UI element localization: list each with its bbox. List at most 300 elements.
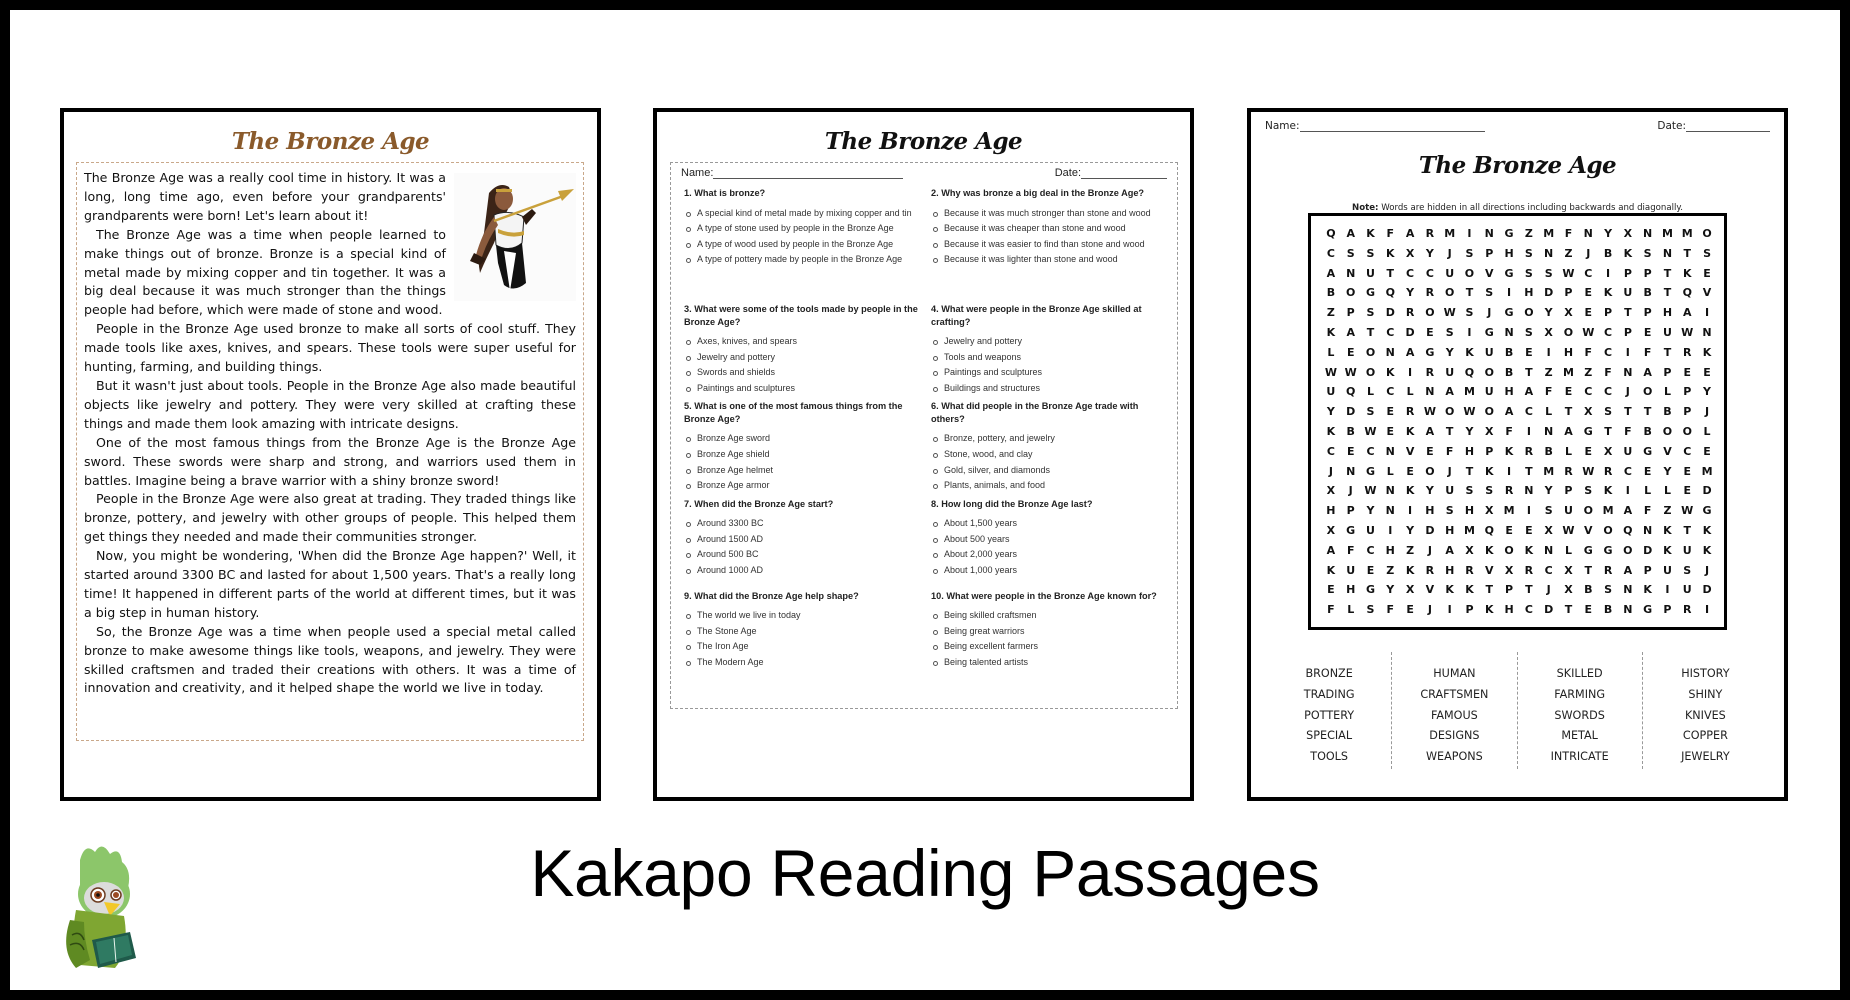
grid-letter[interactable]: I — [1704, 603, 1710, 617]
grid-letter[interactable]: H — [1464, 504, 1475, 518]
grid-letter[interactable]: J — [1586, 246, 1591, 260]
answer-option[interactable]: A special kind of metal made by mixing copper and tin — [684, 206, 920, 222]
grid-letter[interactable]: W — [1582, 325, 1595, 339]
grid-letter[interactable]: B — [1643, 424, 1652, 438]
answer-option[interactable]: Because it was cheaper than stone and wood — [931, 221, 1167, 237]
grid-letter[interactable]: Q — [1484, 523, 1494, 537]
grid-letter[interactable]: S — [1524, 325, 1533, 339]
grid-letter[interactable]: U — [1445, 484, 1455, 498]
grid-letter[interactable]: R — [1504, 484, 1514, 498]
name-field[interactable] — [1265, 120, 1485, 132]
grid-letter[interactable]: L — [1703, 424, 1711, 438]
grid-letter[interactable]: M — [1543, 227, 1555, 240]
grid-letter[interactable]: K — [1663, 543, 1672, 557]
date-field[interactable] — [1055, 167, 1167, 183]
grid-letter[interactable]: W — [1364, 484, 1377, 498]
grid-letter[interactable]: D — [1702, 484, 1712, 498]
grid-letter[interactable]: M — [1464, 523, 1475, 537]
grid-letter[interactable]: R — [1524, 444, 1534, 458]
grid-letter[interactable]: N — [1643, 523, 1653, 537]
grid-letter[interactable]: W — [1562, 266, 1575, 280]
grid-letter[interactable]: E — [1406, 603, 1414, 617]
grid-letter[interactable]: D — [1702, 583, 1712, 597]
grid-letter[interactable]: F — [1564, 227, 1573, 240]
grid-letter[interactable]: E — [1406, 464, 1414, 478]
grid-letter[interactable]: I — [1467, 325, 1472, 339]
grid-letter[interactable]: G — [1643, 444, 1653, 458]
grid-letter[interactable]: D — [1643, 543, 1653, 557]
grid-letter[interactable]: B — [1603, 246, 1613, 260]
answer-option[interactable]: Bronze Age shield — [684, 447, 920, 463]
grid-letter[interactable]: S — [1366, 306, 1375, 320]
grid-letter[interactable]: M — [1503, 504, 1515, 518]
grid-letter[interactable]: J — [1348, 484, 1353, 498]
grid-letter[interactable]: I — [1467, 227, 1472, 240]
grid-letter[interactable]: S — [1703, 246, 1711, 260]
grid-letter[interactable]: E — [1703, 266, 1711, 280]
grid-letter[interactable]: R — [1405, 405, 1415, 419]
grid-letter[interactable]: A — [1623, 504, 1633, 518]
grid-letter[interactable]: X — [1544, 523, 1553, 537]
grid-letter[interactable]: O — [1702, 227, 1712, 240]
answer-option[interactable]: Bronze Age sword — [684, 431, 920, 447]
grid-letter[interactable]: E — [1703, 444, 1711, 458]
grid-letter[interactable]: L — [1327, 345, 1335, 359]
grid-letter[interactable]: B — [1504, 365, 1514, 379]
grid-letter[interactable]: C — [1386, 325, 1395, 339]
grid-letter[interactable]: U — [1682, 583, 1692, 597]
grid-letter[interactable]: G — [1702, 504, 1712, 518]
grid-letter[interactable]: S — [1485, 484, 1494, 498]
grid-letter[interactable]: S — [1465, 484, 1474, 498]
answer-option[interactable]: Being talented artists — [931, 655, 1167, 671]
grid-letter[interactable]: Q — [1346, 385, 1356, 399]
grid-letter[interactable]: O — [1445, 405, 1455, 419]
grid-letter[interactable]: M — [1464, 385, 1475, 399]
grid-letter[interactable]: N — [1346, 266, 1356, 280]
grid-letter[interactable]: K — [1485, 543, 1494, 557]
grid-letter[interactable]: E — [1643, 325, 1652, 339]
grid-letter[interactable]: C — [1524, 603, 1533, 617]
grid-letter[interactable]: W — [1681, 504, 1694, 518]
grid-letter[interactable]: O — [1642, 385, 1653, 399]
grid-letter[interactable]: E — [1525, 345, 1533, 359]
grid-letter[interactable]: S — [1524, 246, 1533, 260]
grid-letter[interactable]: Y — [1366, 504, 1375, 518]
grid-letter[interactable]: Q — [1464, 365, 1475, 379]
grid-letter[interactable]: I — [1507, 286, 1512, 300]
grid-letter[interactable]: G — [1504, 227, 1514, 240]
grid-letter[interactable]: G — [1365, 583, 1375, 597]
grid-letter[interactable]: O — [1623, 543, 1633, 557]
grid-letter[interactable]: N — [1425, 385, 1435, 399]
grid-letter[interactable]: O — [1445, 286, 1455, 300]
grid-letter[interactable]: T — [1366, 325, 1375, 339]
grid-letter[interactable]: I — [1625, 345, 1630, 359]
grid-letter[interactable]: T — [1663, 286, 1672, 300]
grid-letter[interactable]: B — [1643, 286, 1652, 300]
grid-letter[interactable]: J — [1447, 464, 1452, 478]
grid-letter[interactable]: X — [1584, 405, 1593, 419]
grid-letter[interactable]: F — [1505, 424, 1513, 438]
grid-letter[interactable]: T — [1525, 365, 1533, 379]
grid-letter[interactable]: L — [1347, 603, 1355, 617]
grid-letter[interactable]: E — [1584, 286, 1593, 300]
grid-letter[interactable]: V — [1485, 563, 1494, 577]
grid-letter[interactable]: X — [1623, 227, 1633, 240]
grid-letter[interactable]: K — [1405, 484, 1415, 498]
grid-letter[interactable]: X — [1564, 306, 1573, 320]
grid-letter[interactable]: A — [1682, 306, 1692, 320]
grid-letter[interactable]: R — [1524, 563, 1534, 577]
grid-letter[interactable]: Z — [1386, 563, 1395, 577]
grid-letter[interactable]: S — [1445, 325, 1454, 339]
grid-letter[interactable]: M — [1681, 227, 1693, 240]
grid-letter[interactable]: V — [1702, 286, 1712, 300]
grid-letter[interactable]: O — [1662, 424, 1673, 438]
grid-letter[interactable]: Y — [1425, 246, 1434, 260]
date-field[interactable] — [1657, 120, 1770, 132]
grid-letter[interactable]: G — [1643, 603, 1653, 617]
grid-letter[interactable]: E — [1386, 405, 1395, 419]
grid-letter[interactable]: T — [1604, 424, 1612, 438]
grid-letter[interactable]: K — [1504, 444, 1514, 458]
grid-letter[interactable]: C — [1386, 385, 1395, 399]
grid-letter[interactable]: O — [1346, 286, 1356, 300]
grid-letter[interactable]: Y — [1326, 405, 1335, 419]
answer-option[interactable]: Because it was easier to find than stone and wood — [931, 237, 1167, 253]
name-field[interactable] — [681, 167, 903, 183]
answer-option[interactable]: Because it was lighter than stone and wood — [931, 252, 1167, 268]
grid-letter[interactable]: H — [1425, 504, 1435, 518]
grid-letter[interactable]: S — [1604, 583, 1613, 597]
grid-letter[interactable]: U — [1484, 345, 1494, 359]
grid-letter[interactable]: L — [1406, 385, 1414, 399]
grid-letter[interactable]: W — [1562, 523, 1575, 537]
grid-letter[interactable]: G — [1365, 286, 1375, 300]
grid-letter[interactable]: E — [1564, 385, 1573, 399]
grid-letter[interactable]: I — [1606, 266, 1611, 280]
grid-letter[interactable]: W — [1681, 325, 1694, 339]
grid-letter[interactable]: C — [1683, 444, 1692, 458]
grid-letter[interactable]: Y — [1465, 424, 1474, 438]
grid-letter[interactable]: Y — [1663, 464, 1672, 478]
grid-letter[interactable]: Y — [1386, 583, 1395, 597]
grid-letter[interactable]: G — [1583, 424, 1593, 438]
grid-letter[interactable]: C — [1604, 385, 1613, 399]
grid-letter[interactable]: L — [1663, 385, 1671, 399]
grid-letter[interactable]: P — [1663, 603, 1672, 617]
grid-letter[interactable]: E — [1683, 464, 1691, 478]
grid-letter[interactable]: W — [1364, 424, 1377, 438]
grid-letter[interactable]: P — [1623, 266, 1632, 280]
grid-letter[interactable]: V — [1584, 523, 1593, 537]
grid-letter[interactable]: C — [1406, 266, 1415, 280]
grid-letter[interactable]: A — [1445, 543, 1454, 557]
grid-letter[interactable]: P — [1485, 246, 1494, 260]
answer-option[interactable]: The Stone Age — [684, 624, 920, 640]
answer-option[interactable]: Around 1500 AD — [684, 532, 920, 548]
grid-letter[interactable]: C — [1584, 385, 1593, 399]
grid-letter[interactable]: T — [1485, 583, 1494, 597]
grid-letter[interactable]: J — [1487, 306, 1492, 320]
grid-letter[interactable]: T — [1525, 464, 1533, 478]
grid-letter[interactable]: F — [1386, 227, 1395, 240]
grid-letter[interactable]: K — [1702, 543, 1712, 557]
grid-letter[interactable]: D — [1544, 603, 1554, 617]
grid-letter[interactable]: T — [1624, 306, 1632, 320]
answer-option[interactable]: Around 1000 AD — [684, 563, 920, 579]
grid-letter[interactable]: G — [1504, 306, 1514, 320]
grid-letter[interactable]: F — [1643, 345, 1652, 359]
grid-letter[interactable]: A — [1425, 424, 1435, 438]
grid-letter[interactable]: P — [1643, 563, 1652, 577]
grid-letter[interactable]: M — [1602, 504, 1614, 518]
grid-letter[interactable]: F — [1386, 603, 1395, 617]
grid-letter[interactable]: J — [1328, 464, 1333, 478]
answer-option[interactable]: Bronze, pottery, and jewelry — [931, 431, 1167, 447]
grid-letter[interactable]: Y — [1445, 345, 1454, 359]
grid-letter[interactable]: D — [1544, 286, 1554, 300]
grid-letter[interactable]: H — [1445, 563, 1455, 577]
grid-letter[interactable]: H — [1464, 444, 1475, 458]
grid-letter[interactable]: B — [1346, 424, 1355, 438]
grid-letter[interactable]: E — [1683, 484, 1691, 498]
grid-letter[interactable]: X — [1485, 424, 1494, 438]
grid-letter[interactable]: C — [1623, 464, 1632, 478]
grid-letter[interactable]: A — [1524, 385, 1534, 399]
grid-letter[interactable]: R — [1425, 286, 1435, 300]
grid-letter[interactable]: F — [1544, 385, 1553, 399]
grid-letter[interactable]: L — [1545, 405, 1553, 419]
grid-letter[interactable]: W — [1344, 365, 1357, 379]
grid-letter[interactable]: E — [1584, 306, 1593, 320]
grid-letter[interactable]: R — [1425, 563, 1435, 577]
grid-letter[interactable]: R — [1683, 345, 1692, 359]
grid-letter[interactable]: H — [1445, 523, 1455, 537]
grid-letter[interactable]: U — [1623, 444, 1633, 458]
grid-letter[interactable]: A — [1326, 543, 1336, 557]
grid-letter[interactable]: S — [1366, 603, 1375, 617]
grid-letter[interactable]: O — [1583, 504, 1593, 518]
grid-letter[interactable]: T — [1445, 424, 1454, 438]
grid-letter[interactable]: K — [1663, 523, 1672, 537]
grid-letter[interactable]: Y — [1544, 306, 1553, 320]
grid-letter[interactable]: M — [1543, 464, 1555, 478]
grid-letter[interactable]: K — [1702, 345, 1712, 359]
grid-letter[interactable]: H — [1524, 286, 1534, 300]
grid-letter[interactable]: N — [1544, 246, 1554, 260]
grid-letter[interactable]: U — [1445, 365, 1455, 379]
grid-letter[interactable]: C — [1326, 246, 1335, 260]
grid-letter[interactable]: K — [1603, 484, 1613, 498]
grid-letter[interactable]: V — [1425, 583, 1435, 597]
grid-letter[interactable]: J — [1427, 603, 1432, 617]
grid-letter[interactable]: D — [1385, 306, 1395, 320]
grid-letter[interactable]: Z — [1524, 227, 1533, 240]
grid-letter[interactable]: T — [1663, 266, 1672, 280]
grid-letter[interactable]: A — [1405, 345, 1415, 359]
grid-letter[interactable]: O — [1603, 523, 1613, 537]
answer-option[interactable]: Because it was much stronger than stone and wood — [931, 206, 1167, 222]
grid-letter[interactable]: U — [1662, 563, 1672, 577]
grid-letter[interactable]: Y — [1544, 484, 1553, 498]
grid-letter[interactable]: K — [1485, 603, 1494, 617]
answer-option[interactable]: Bronze Age helmet — [684, 463, 920, 479]
grid-letter[interactable]: X — [1465, 543, 1474, 557]
grid-letter[interactable]: C — [1326, 444, 1335, 458]
grid-letter[interactable]: P — [1346, 504, 1355, 518]
grid-letter[interactable]: S — [1524, 266, 1533, 280]
grid-letter[interactable]: K — [1603, 286, 1613, 300]
grid-letter[interactable]: I — [1408, 365, 1413, 379]
grid-letter[interactable]: I — [1447, 603, 1452, 617]
grid-letter[interactable]: O — [1425, 306, 1435, 320]
grid-letter[interactable]: T — [1683, 246, 1691, 260]
answer-option[interactable]: About 500 years — [931, 532, 1167, 548]
grid-letter[interactable]: G — [1484, 325, 1494, 339]
grid-letter[interactable]: X — [1504, 563, 1514, 577]
grid-letter[interactable]: P — [1683, 385, 1692, 399]
grid-letter[interactable]: T — [1386, 266, 1395, 280]
grid-letter[interactable]: E — [1525, 523, 1533, 537]
grid-letter[interactable]: N — [1484, 227, 1494, 240]
grid-letter[interactable]: K — [1465, 583, 1474, 597]
grid-letter[interactable]: N — [1623, 365, 1633, 379]
grid-letter[interactable]: G — [1425, 345, 1435, 359]
answer-option[interactable]: Buildings and structures — [931, 381, 1167, 397]
grid-letter[interactable]: S — [1604, 405, 1613, 419]
grid-letter[interactable]: O — [1464, 266, 1475, 280]
grid-letter[interactable]: U — [1445, 266, 1455, 280]
grid-letter[interactable]: X — [1405, 583, 1415, 597]
grid-letter[interactable]: N — [1385, 484, 1395, 498]
grid-letter[interactable]: P — [1485, 444, 1494, 458]
answer-option[interactable]: Stone, wood, and clay — [931, 447, 1167, 463]
grid-letter[interactable]: S — [1485, 286, 1494, 300]
grid-letter[interactable]: N — [1385, 504, 1395, 518]
grid-letter[interactable]: F — [1445, 444, 1454, 458]
grid-letter[interactable]: P — [1346, 306, 1355, 320]
grid-letter[interactable]: A — [1623, 563, 1633, 577]
grid-letter[interactable]: S — [1683, 563, 1692, 577]
grid-letter[interactable]: X — [1603, 444, 1613, 458]
grid-letter[interactable]: F — [1624, 424, 1632, 438]
grid-letter[interactable]: U — [1662, 325, 1672, 339]
grid-letter[interactable]: N — [1385, 444, 1395, 458]
grid-letter[interactable]: Q — [1682, 286, 1692, 300]
grid-letter[interactable]: R — [1425, 227, 1435, 240]
grid-letter[interactable]: K — [1623, 246, 1633, 260]
grid-letter[interactable]: H — [1346, 583, 1356, 597]
grid-letter[interactable]: K — [1702, 523, 1712, 537]
grid-letter[interactable]: H — [1326, 504, 1336, 518]
grid-letter[interactable]: E — [1346, 444, 1355, 458]
grid-letter[interactable]: I — [1526, 424, 1531, 438]
grid-letter[interactable]: K — [1465, 345, 1474, 359]
grid-letter[interactable]: S — [1366, 405, 1375, 419]
grid-letter[interactable]: A — [1326, 266, 1336, 280]
grid-letter[interactable]: K — [1682, 266, 1692, 280]
grid-letter[interactable]: C — [1524, 405, 1533, 419]
grid-letter[interactable]: X — [1326, 484, 1336, 498]
grid-letter[interactable]: L — [1564, 444, 1572, 458]
grid-letter[interactable]: K — [1326, 563, 1336, 577]
grid-letter[interactable]: F — [1643, 504, 1652, 518]
grid-letter[interactable]: O — [1484, 405, 1494, 419]
grid-letter[interactable]: J — [1704, 563, 1710, 577]
grid-letter[interactable]: A — [1643, 365, 1652, 379]
grid-letter[interactable]: P — [1663, 365, 1672, 379]
grid-letter[interactable]: K — [1405, 424, 1415, 438]
grid-letter[interactable]: E — [1327, 583, 1335, 597]
grid-letter[interactable]: E — [1584, 444, 1593, 458]
grid-letter[interactable]: T — [1683, 523, 1691, 537]
grid-letter[interactable]: O — [1425, 464, 1435, 478]
grid-letter[interactable]: H — [1504, 385, 1514, 399]
grid-letter[interactable]: T — [1525, 583, 1533, 597]
grid-letter[interactable]: R — [1603, 563, 1613, 577]
grid-letter[interactable]: K — [1405, 563, 1415, 577]
grid-letter[interactable]: E — [1426, 325, 1434, 339]
grid-letter[interactable]: V — [1405, 444, 1415, 458]
grid-letter[interactable]: N — [1583, 227, 1593, 240]
grid-letter[interactable]: S — [1544, 266, 1553, 280]
grid-letter[interactable]: X — [1564, 563, 1573, 577]
grid-letter[interactable]: I — [1388, 523, 1393, 537]
grid-letter[interactable]: I — [1665, 583, 1670, 597]
grid-letter[interactable]: A — [1504, 405, 1514, 419]
grid-letter[interactable]: A — [1346, 227, 1355, 240]
grid-letter[interactable]: B — [1663, 405, 1672, 419]
grid-letter[interactable]: N — [1544, 424, 1554, 438]
grid-letter[interactable]: Z — [1406, 543, 1415, 557]
grid-letter[interactable]: K — [1445, 583, 1454, 597]
grid-letter[interactable]: U — [1623, 286, 1633, 300]
grid-letter[interactable]: L — [1663, 484, 1671, 498]
grid-letter[interactable]: A — [1445, 385, 1454, 399]
grid-letter[interactable]: X — [1544, 325, 1553, 339]
answer-option[interactable]: Being excellent farmers — [931, 639, 1167, 655]
grid-letter[interactable]: O — [1504, 543, 1514, 557]
grid-letter[interactable]: K — [1366, 227, 1375, 240]
answer-option[interactable]: Plants, animals, and food — [931, 478, 1167, 494]
grid-letter[interactable]: C — [1544, 563, 1553, 577]
grid-letter[interactable]: K — [1524, 543, 1534, 557]
grid-letter[interactable]: N — [1662, 246, 1673, 260]
grid-letter[interactable]: W — [1582, 464, 1595, 478]
grid-letter[interactable]: N — [1524, 484, 1534, 498]
grid-letter[interactable]: C — [1584, 266, 1593, 280]
grid-letter[interactable]: U — [1682, 543, 1692, 557]
grid-letter[interactable]: B — [1326, 286, 1336, 300]
grid-letter[interactable]: X — [1485, 504, 1494, 518]
answer-option[interactable]: Jewelry and pottery — [931, 334, 1167, 350]
grid-letter[interactable]: M — [1444, 227, 1456, 240]
grid-letter[interactable]: K — [1386, 246, 1395, 260]
word-search-grid[interactable] — [1308, 213, 1727, 630]
grid-letter[interactable]: E — [1643, 464, 1652, 478]
grid-letter[interactable]: S — [1544, 504, 1553, 518]
grid-letter[interactable]: D — [1425, 523, 1435, 537]
grid-letter[interactable]: U — [1563, 504, 1573, 518]
grid-letter[interactable]: P — [1564, 484, 1573, 498]
grid-letter[interactable]: I — [1704, 306, 1710, 320]
grid-letter[interactable]: N — [1623, 603, 1633, 617]
grid-letter[interactable]: M — [1661, 227, 1673, 240]
grid-letter[interactable]: E — [1683, 365, 1691, 379]
grid-letter[interactable]: F — [1604, 365, 1612, 379]
